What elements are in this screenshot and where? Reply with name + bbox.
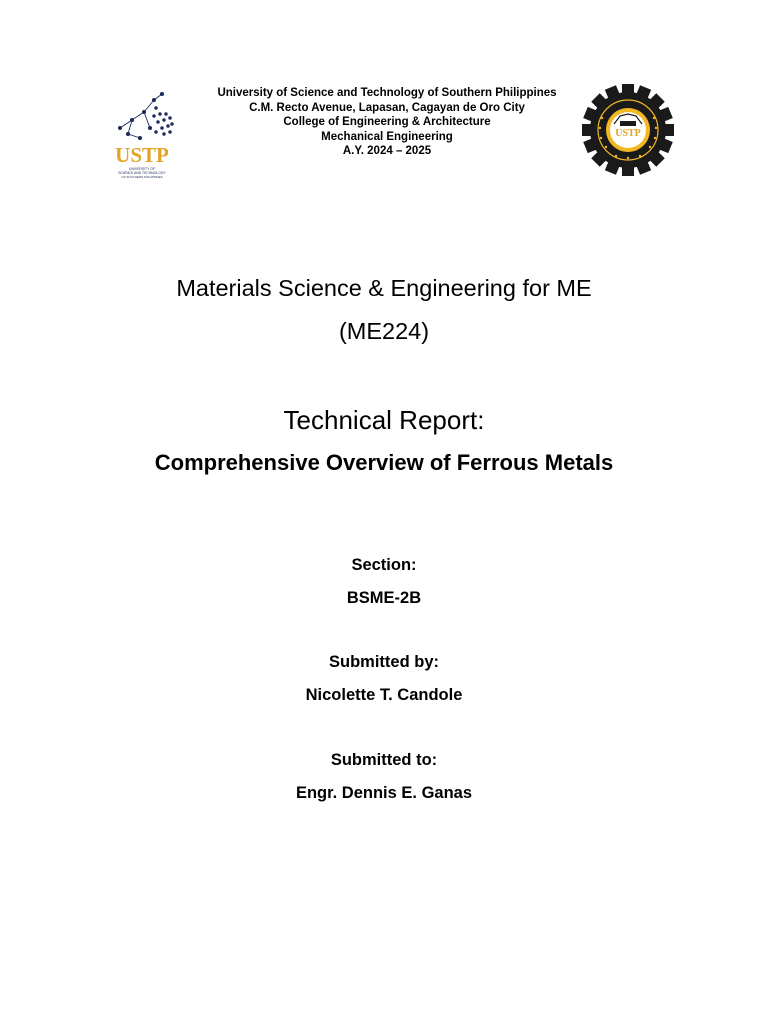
- submitted-to-name: Engr. Dennis E. Ganas: [295, 784, 473, 802]
- institution-header: [200, 86, 574, 159]
- mechanical-engineering-seal: [580, 84, 676, 176]
- department-name: Mechanical Engineering: [321, 130, 453, 143]
- svg-text:UNIVERSITY OF: UNIVERSITY OF: [129, 167, 155, 171]
- academic-year: A.Y. 2024 – 2025: [342, 145, 432, 158]
- report-subtitle: Comprehensive Overview of Ferrous Metals: [154, 450, 614, 475]
- submitted-by-name: Nicolette T. Candole: [305, 686, 463, 704]
- seal-text: USTP: [615, 128, 641, 139]
- svg-text:OF SOUTHERN PHILIPPINES: OF SOUTHERN PHILIPPINES: [121, 175, 163, 178]
- ustp-logo-text: USTP: [115, 143, 169, 167]
- submitted-by-label: Submitted by:: [329, 653, 439, 671]
- ustp-logo: [100, 88, 184, 178]
- report-title: Technical Report:: [283, 405, 485, 435]
- section-label: Section:: [351, 556, 417, 574]
- svg-text:SCIENCE AND TECHNOLOGY: SCIENCE AND TECHNOLOGY: [118, 171, 166, 175]
- university-address: C.M. Recto Avenue, Lapasan, Cagayan de Oro City: [249, 101, 525, 114]
- course-title: Materials Science & Engineering for ME: [176, 275, 592, 301]
- section-value: BSME-2B: [346, 589, 422, 607]
- college-name: College of Engineering & Architecture: [283, 116, 491, 129]
- submitted-to-label: Submitted to:: [330, 751, 438, 769]
- university-name: University of Science and Technology of Southern Philippines: [217, 87, 557, 99]
- course-code: (ME224): [338, 318, 430, 344]
